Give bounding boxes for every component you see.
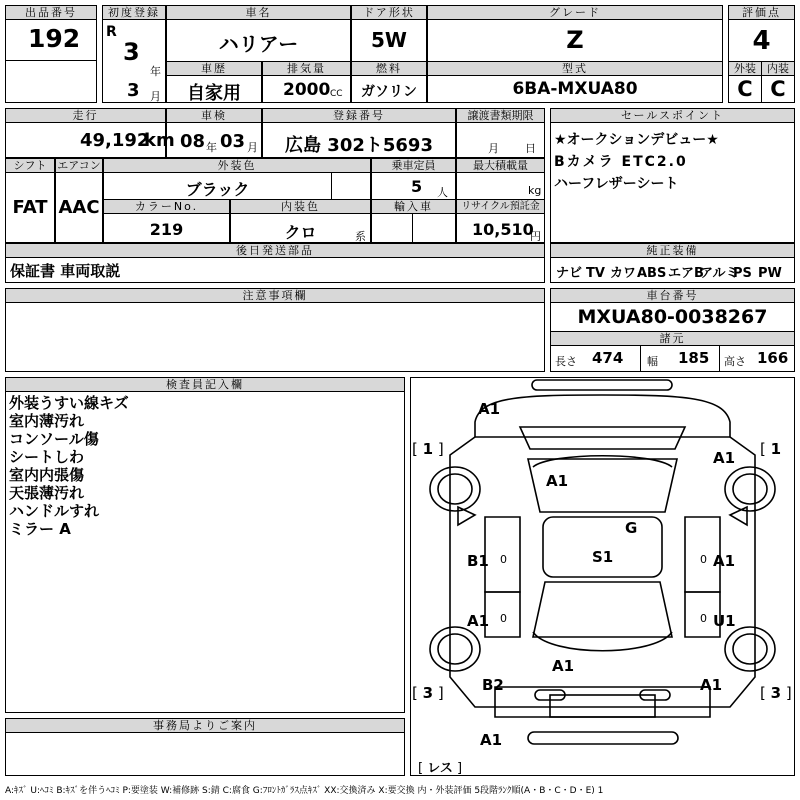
transfer-label: 譲渡書類期限 — [456, 108, 545, 123]
first-reg-era: R — [106, 24, 117, 40]
mark-trunk: A1 — [552, 657, 575, 675]
fuel: ガソリン — [361, 84, 417, 100]
note-item: 天張薄汚れ — [9, 484, 85, 502]
notes-box — [5, 302, 545, 372]
inspection-year: 08 — [180, 131, 206, 152]
door-type: 5W — [371, 28, 407, 52]
note-item: ミラー A — [9, 520, 71, 538]
later-parts: 保証書 車両取説 — [10, 262, 121, 280]
int-color-unit: 系 — [355, 230, 366, 243]
inspection-month-unit: 月 — [247, 141, 258, 154]
legend: A:ｷｽﾞ U:ﾍｺﾐ B:ｷｽﾞを伴うﾍｺﾐ P:要塗装 W:補修跡 S:錆 C:腐食 G:ﾌﾛﾝﾄｶﾞﾗｽ点ｷｽﾞ XX:交換済み X:要交換 内・外装評価 5段階ﾗﾝｸ順(A・B・C・D・E) 1 — [5, 786, 604, 796]
mark-left-rear-door: A1 — [467, 612, 490, 630]
aircon: AAC — [58, 197, 100, 218]
sales-points-label: セールスポイント — [550, 108, 795, 123]
mileage: 49,192 — [80, 130, 150, 151]
notes-label: 注意事項欄 — [5, 288, 545, 303]
tire-spare: [ レス ] — [418, 761, 463, 776]
spec-length-label: 長さ — [555, 355, 577, 368]
spec-width-label: 幅 — [647, 355, 658, 368]
inspector-notes-label: 検査員記入欄 — [5, 377, 405, 392]
interior-score: C — [770, 77, 786, 101]
lot-no-label: 出品番号 — [5, 5, 97, 20]
spec-length: 474 — [592, 349, 624, 367]
transfer-month: 月 — [488, 142, 499, 155]
inspector-notes-list — [9, 394, 129, 538]
later-parts-label: 後日発送部品 — [5, 243, 545, 258]
car-damage-diagram — [410, 377, 795, 776]
door-label: ドア形状 — [351, 5, 427, 20]
registration-label: 登録番号 — [262, 108, 456, 123]
interior-label: 内装 — [761, 61, 795, 76]
exterior-label: 外装 — [728, 61, 762, 76]
genuine-equipment-list — [556, 262, 782, 281]
inspection-label: 車検 — [166, 108, 262, 123]
displacement-unit: CC — [330, 89, 343, 99]
max-load-label: 最大積載量 — [456, 158, 545, 173]
fuel-label: 燃料 — [351, 61, 427, 76]
shift: FAT — [12, 197, 48, 218]
color-no-label: カラーNo. — [103, 199, 230, 214]
score: 4 — [752, 26, 771, 56]
car-name-label: 車名 — [166, 5, 351, 20]
color-no: 219 — [149, 220, 184, 239]
equipment-item: カワ — [610, 266, 637, 281]
import-label: 輸入車 — [371, 199, 456, 214]
import-box-2 — [412, 213, 456, 243]
lot-no-blank — [5, 60, 97, 103]
int-color: クロ — [284, 223, 317, 242]
first-reg-label: 初度登録 — [102, 5, 166, 20]
chassis-no: MXUA80-0038267 — [577, 306, 768, 328]
note-item: ハンドルすれ — [9, 502, 100, 520]
first-reg-month-unit: 月 — [150, 90, 161, 103]
mark-hood: A1 — [546, 472, 569, 490]
mark-right-door: A1 — [713, 552, 736, 570]
model-code: 6BA-MXUA80 — [512, 79, 638, 99]
import-box — [371, 213, 413, 243]
shift-label: シフト — [5, 158, 55, 173]
tire-rear-left: [ 3 ] — [412, 684, 444, 702]
mark-right-rear-door: U1 — [713, 612, 736, 630]
equipment-item: ABS — [637, 266, 667, 281]
int-color-label: 内装色 — [230, 199, 371, 214]
grade: Z — [566, 26, 584, 54]
note-item: コンソール傷 — [9, 430, 99, 448]
door-zero-left-front: 0 — [500, 553, 507, 566]
first-reg-year-unit: 年 — [150, 65, 161, 78]
inspection-month: 03 — [220, 131, 246, 152]
equipment-item: ナビ — [556, 266, 583, 281]
displacement: 2000 — [283, 80, 331, 100]
capacity-label: 乗車定員 — [371, 158, 456, 173]
max-load-unit: kg — [528, 184, 542, 197]
car-name: ハリアー — [218, 32, 299, 56]
ext-color-label: 外装色 — [103, 158, 371, 173]
spec-height-label: 高さ — [724, 355, 746, 368]
recycle-unit: 円 — [530, 230, 541, 243]
door-zero-right-rear: 0 — [700, 612, 707, 625]
equipment-item: PW — [758, 266, 782, 281]
recycle: 10,510 — [472, 220, 534, 239]
first-reg-year: 3 — [123, 38, 140, 66]
model-code-label: 型式 — [427, 61, 723, 76]
mark-left-front: A1 — [713, 449, 736, 467]
office-info-box — [5, 732, 405, 776]
displacement-label: 排気量 — [262, 61, 351, 76]
sales-point-item: Bカメラ ETC2.0 — [554, 154, 688, 170]
chassis-no-label: 車台番号 — [550, 288, 795, 303]
spec-width: 185 — [678, 349, 710, 367]
tire-front-left: [ 1 ] — [412, 440, 444, 458]
aircon-label: エアコン — [55, 158, 103, 173]
tire-rear-right: [ 3 ] — [760, 684, 792, 702]
office-info-label: 事務局よりご案内 — [5, 718, 405, 733]
equipment-item: エアB — [668, 266, 704, 281]
history-label: 車歴 — [166, 61, 262, 76]
capacity: 5 — [411, 177, 423, 196]
mark-rear-bumper: A1 — [480, 731, 503, 749]
mark-front-bumper: A1 — [478, 400, 501, 418]
note-item: 外装うすい線キズ — [9, 394, 129, 412]
note-item: 室内薄汚れ — [9, 412, 85, 430]
grade-label: グレード — [427, 5, 723, 20]
mark-roof-s: S1 — [592, 548, 614, 566]
transfer-day: 日 — [525, 142, 536, 155]
tire-front-right: [ 1 — [760, 440, 782, 458]
sales-point-item: ★オークションデビュー★ — [554, 132, 719, 148]
mileage-label: 走行 — [5, 108, 166, 123]
equipment-item: アルミ — [700, 266, 739, 281]
lot-no: 192 — [28, 24, 81, 53]
mark-right-rear: A1 — [700, 676, 723, 694]
mark-roof-g: G — [625, 519, 638, 537]
genuine-equipment-label: 純正装備 — [550, 243, 795, 258]
door-zero-right-front: 0 — [700, 553, 707, 566]
registration: 広島 302ト5693 — [285, 135, 433, 156]
sales-points-list — [554, 129, 719, 195]
history: 自家用 — [187, 83, 241, 104]
sales-point-item: ハーフレザーシート — [554, 176, 679, 192]
specs-label: 諸元 — [550, 331, 795, 346]
equipment-item: PS — [733, 266, 752, 281]
score-label: 評価点 — [728, 5, 795, 20]
ext-color-box-2 — [331, 172, 371, 200]
first-reg-month: 3 — [127, 80, 140, 101]
recycle-label: リサイクル預託金 — [456, 199, 545, 214]
exterior-score: C — [737, 77, 753, 101]
mark-left-rear: B2 — [482, 676, 504, 694]
mileage-unit: km — [144, 130, 175, 151]
note-item: 室内内張傷 — [9, 466, 85, 484]
inspection-year-unit: 年 — [206, 141, 217, 154]
ext-color: ブラック — [185, 180, 250, 199]
door-zero-left-rear: 0 — [500, 612, 507, 625]
mark-left-door: B1 — [467, 552, 489, 570]
spec-height: 166 — [757, 349, 789, 367]
note-item: シートしわ — [9, 448, 85, 466]
capacity-unit: 人 — [437, 186, 448, 199]
equipment-item: TV — [586, 266, 605, 281]
